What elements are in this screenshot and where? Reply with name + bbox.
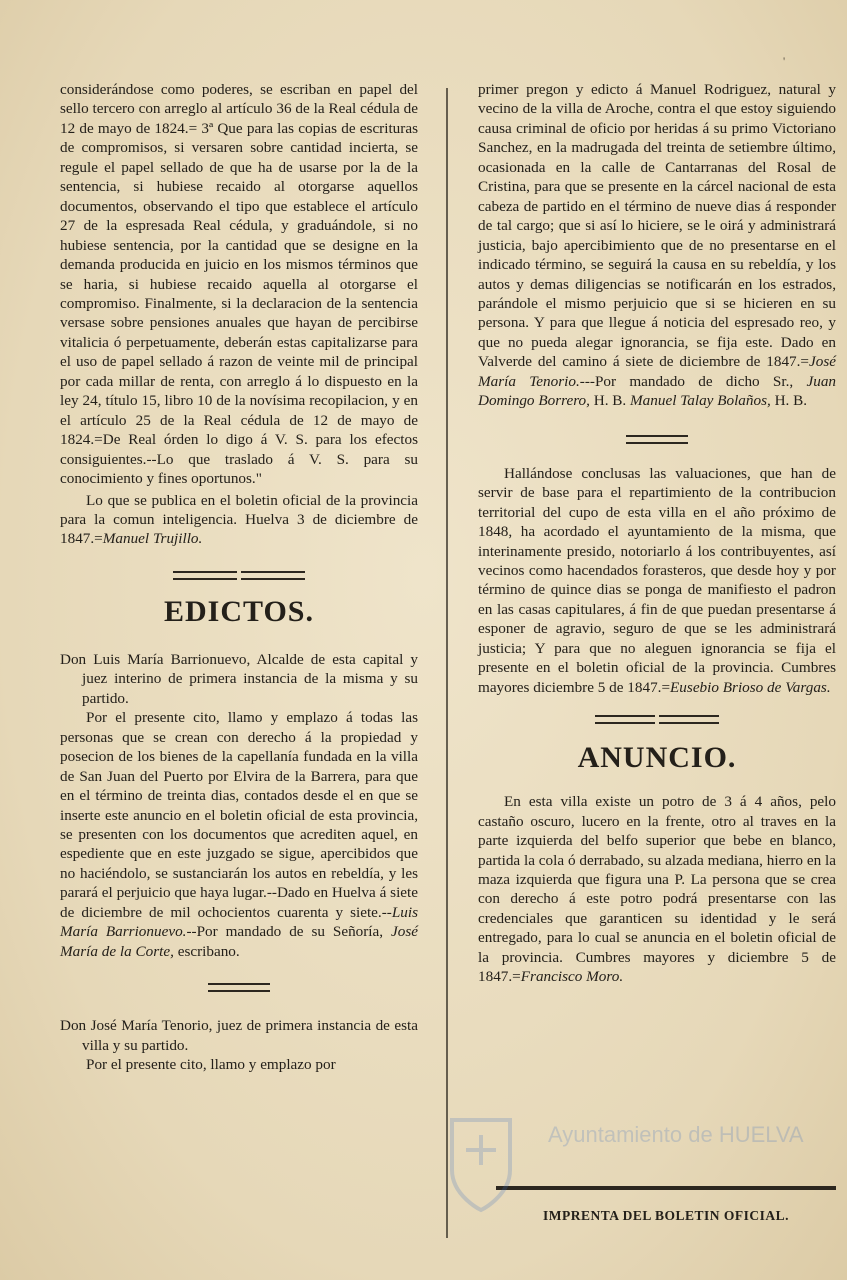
edict1-mandate: --Por mandado de su Señoría,	[186, 923, 384, 941]
anuncio-signature: Francisco Moro.	[520, 968, 624, 986]
column-divider	[446, 88, 448, 1238]
decree-continuation: considerándose como poderes, se escriban en papel del sello tercero con arreglo al artículo 36 de la Real cédula de 12 de mayo de 1824.= 3ª Que para las copias de escrituras de compromisos, si versaren sobre cantidad incierta, se regule el papel sellado de que ha de usarse por la de la sentencia, si hubiese recaido al otorgarse aquellos documentos, observando el tipo que establece el artículo 27 de la espresada Real cédula, y graduándole, si no hubiese sentencia, por la cantidad que se designe en la demanda producida en juicio en los mismos términos que se haria, si hubiese recaido aquella al otorgarse el compromiso. Finalmente, si la declaracion de la sentencia versase sobre pensiones anuales que hayan de percibirse vitalicia ó perpetuamente, deberán estas capitalizarse para el uso de papel sellado á razon de veinte mil de principal por cada millar de renta, con arreglo á lo dispuesto en la ley 24, título 15, libro 10 de la novísima recopilacion, y en el artículo 25 de la Real cédula de 12 de mayo de 1824.=De Real órden lo digo á V. S. para los efectos consiguientes.--Lo que traslado á V. S. para su conocimiento y fines oportunos."	[60, 81, 418, 488]
valuation-notice-text: Hallándose conclusas las valuaciones, que han de servir de base para el repartimiento de la contribucion territorial del cupo de esta villa en el año próximo de 1848, ha acordado el ayuntamiento de la misma, que interinamente presido, notoriarlo á los contribuyentes, así vecinos como hacendados forasteros, que desde hoy y por término de quince dias se ponga de manifiesto el padron en las casas capitulares, á fin de que puedan presentarse á esponer de agravio, seguro de que se les administrará justicia; Y para que no aleguen ignorancia se fija el presente en el boletin oficial de la provincia. Cumbres mayores diciembre 5 de 1847.=	[478, 464, 836, 696]
publication-text: Lo que se publica en el boletin oficial de la provincia para la comun inteligencia. Huelva 3 de diciembre de 1847.=	[60, 491, 418, 548]
edict1-signature-escribano: José María de la Corte,	[60, 923, 418, 960]
publication-note	[60, 491, 418, 549]
separator-rule-double	[478, 715, 836, 724]
separator-rule-right	[478, 435, 836, 444]
anuncio-body	[478, 792, 836, 987]
imprint-line: IMPRENTA DEL BOLETIN OFICIAL.	[542, 1208, 790, 1223]
edict2-hb-2: H. B.	[774, 392, 808, 410]
sheet-mark: '	[783, 54, 786, 68]
watermark-text: Ayuntamiento de HUELVA	[548, 1122, 804, 1147]
publication-signature: Manuel Trujillo.	[102, 530, 203, 548]
edict2-mandate: ---Por mandado de dicho Sr.,	[579, 372, 794, 390]
edict1-end: escribano.	[177, 942, 240, 960]
edict2-body-start: Por el presente cito, llamo y emplazo por	[86, 1056, 336, 1074]
edictos-heading: EDICTOS.	[163, 594, 314, 628]
separator-rule-small	[60, 983, 418, 992]
right-column	[478, 80, 836, 987]
valuation-notice-signature: Eusebio Brioso de Vargas.	[670, 678, 831, 696]
shield-icon	[452, 1120, 510, 1210]
edict1-signature-alcalde: Luis María Barrionuevo.	[60, 903, 418, 941]
edict2-continuation-text: primer pregon y edicto á Manuel Rodriguez, natural y vecino de la villa de Aroche, contra el que estoy siguiendo causa criminal de oficio por heridas á su primo Victoriano Sanchez, en la madrugada del treinta de setiembre último, ocasionada en la calle de Cantarranas del Rosal de Cristina, para que se presente en la cárcel nacional de esta cabeza de partido en el término de nueve dias á responder de tal cargo; que si así lo hiciere, se le oirá y administrará justicia, bajo apercibimiento que de no presentarse en el indicado término, se seguirá la causa en su rebeldía, y los autos y demas diligencias se notificarán en los estrados, parándole el mismo perjuicio que si se hicieren en su persona. Y para que llegue á noticia del espresado reo, y que no pueda alegar ignorancia, se fija este. Dado en Valverde del camino á siete de diciembre de 1847.=	[478, 81, 836, 371]
edict2-signature-judge: José María Tenorio.	[478, 353, 836, 390]
left-column	[60, 80, 418, 1074]
bottom-rule	[496, 1186, 836, 1190]
anuncio-text: En esta villa existe un potro de 3 á 4 años, pelo castaño oscuro, lucero en la frente, otro al traves en la parte izquierda del belfo superior que bebe en blanco, partida la cola ó derrabado, su alzada mediana, hierro en la maza izquierda que figura una P. La persona que se crea con derecho á este potro podrá presentarse con las credenciales que garanticen su identidad y le será entregado, para lo cual se anuncia en el boletin oficial de la provincia. Cumbres mayores y diciembre 5 de 1847.=	[478, 793, 836, 986]
archive-watermark	[430, 1080, 810, 1270]
edict1-header: Don Luis María Barrionuevo, Alcalde de esta capital y juez interino de primera instancia de la misma y su partido.	[60, 650, 418, 707]
edict1-body-text: Por el presente cito, llamo y emplazo á todas las personas que se crean con derecho á la propiedad y posecion de los bienes de la capellanía fundada en la villa de San Juan del Puerto por Elvira de la Barrera, para que en el término de treinta dias, contados desde el en que se inserte este anuncio en el boletin oficial de esta provincia, se presenten con los documentos que acrediten aquel, en espediente que en este juzgado se sigue, apercibidos que no haciéndolo, se sustanciarán los autos en rebeldía, y les parará el perjuicio que haya lugar.--Dado en Huelva á siete de diciembre de mil ochocientos cuarenta y siete.--	[60, 709, 418, 921]
edict2-signature-borrero: Juan Domingo Borrero,	[478, 372, 837, 410]
edict2-hb-1: H. B.	[593, 392, 627, 410]
valuation-notice	[478, 464, 836, 697]
separator-rule	[60, 571, 418, 580]
edict2-signature-talay: Manuel Talay Bolaños,	[630, 392, 771, 410]
anuncio-heading: ANUNCIO.	[577, 741, 737, 775]
edict2-header: Don José María Tenorio, juez de primera instancia de esta villa y su partido.	[60, 1017, 418, 1054]
edict2-continuation	[478, 80, 836, 411]
edict1-body	[60, 708, 418, 961]
